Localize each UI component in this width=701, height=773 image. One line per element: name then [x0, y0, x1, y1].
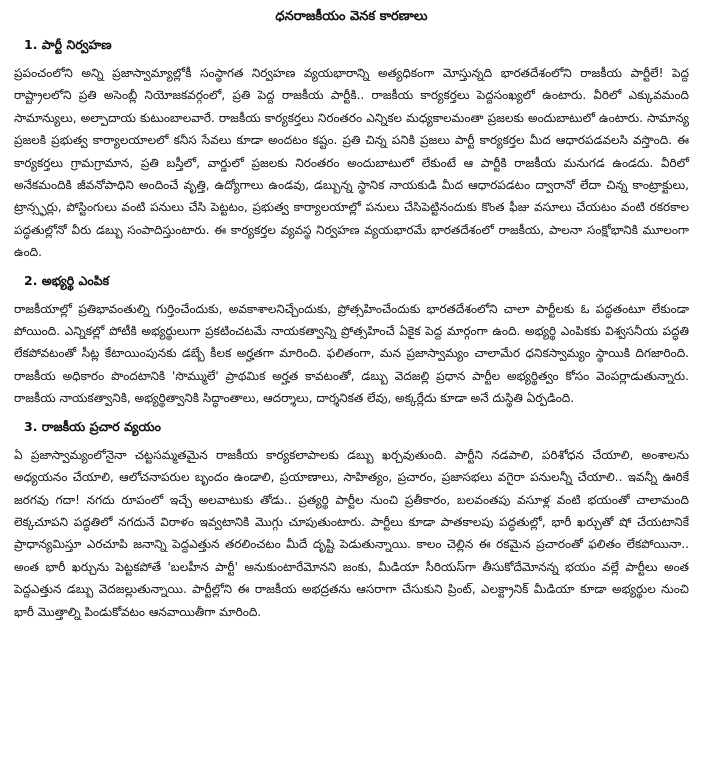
section-body-campaign-expense: ఏ ప్రజాస్వామ్యంలోనైనా చట్టసమ్మతమైన రాజకీయ కార్యకలాపాలకు డబ్బు ఖర్చవుతుంది. పార్టీని నడపాలి, పరిశోధన చేయాలి, అంశాలను అధ్యయనం చేయాలి, ఆలోచనాపరుల బృందం ఉండాలి, ప్రయాణాలు, సాహిత్యం, ప్రచారం, ప్రజాసభలు వగైరా పనులన్నీ చేయాలి.. ఇవన్నీ ఊరికే జరగవు గదా! నగదు రూపంలో ఇచ్చే అలవాటుకు తోడు.. ప్రత్యర్థి పార్టీల నుంచి ప్రతీకారం, బలవంతపు వసూళ్ల వంటి భయంతో చాలామంది లెక్కచూపని పద్ధతిలో నగదునే విరాళం ఇవ్వటానికి మొగ్గు చూపుతుంటారు. పార్టీలు కూడా పాతకాలపు పద్ధతుల్లో, భారీ ఖర్చుతో షో చేయటానికే ప్రాధాన్యమిస్తూ ఎరచూపి జనాన్ని పెద్దఎత్తున తరలించటం మీదే దృష్టి పెడుతున్నాయి. కాలం చెల్లిన ఈ రకమైన ప్రచారంతో ఫలితం లేకపోయినా.. అంత భారీ ఖర్చును పెట్టకపోతే 'బలహీన పార్టీ' అనుకుంటారేమోనని జంకు, మీడియా సీరియస్‌గా తీసుకోదేమోనన్న భయం వల్లే పార్టీలు అంత పెద్దఎత్తున డబ్బు వెదజల్లుతున్నాయి. పార్టీల్లోని ఈ రాజకీయ అభద్రతను ఆసరాగా చేసుకుని ప్రింట్, ఎలక్ట్రానిక్ మీడియా కూడా అభ్యర్థుల నుంచి భారీ మొత్తాల్ని పిండుకోవటం ఆనవాయితీగా మారింది. [14, 447, 689, 619]
section-body-candidate-selection: రాజకీయాల్లో ప్రతిభావంతుల్ని గుర్తించేందుకు, అవకాశాలనిచ్చేందుకు, ప్రోత్సహించేందుకు భారతదేశంలోని చాలా పార్టీలకు ఓ పద్ధతంటూ లేకుండా పోయింది. ఎన్నికల్లో పోటీకి అభ్యర్థులుగా ప్రకటించటమే నాయకత్వాన్ని ప్రోత్సహించే ఏకైక పెద్ద మార్గంగా ఉంది. అభ్యర్థి ఎంపికకు విశ్వసనీయ పద్ధతి లేకపోవటంతో సీట్ల కేటాయింపునకు డబ్బే కీలక అర్హతగా మారింది. ఫలితంగా, మన ప్రజాస్వామ్యం చాలామేర ధనికస్వామ్యం స్థాయికి దిగజారింది. రాజకీయ అధికారం పొందటానికి 'సొమ్ములే' ప్రాథమిక అర్హత కావటంతో, డబ్బు వెదజల్లి ప్రధాన పార్టీల అభ్యర్థిత్వం కోసం వెంపర్లాడుతున్నారు. రాజకీయ నాయకత్వానికి, అభ్యర్థిత్వానికి సిద్ధాంతాలు, ఆదర్శాలు, దార్శనికత లేవు, అక్కర్లేదు కూడా అనే దుస్థితి ఏర్పడింది. [14, 301, 689, 406]
section-heading-candidate-selection: 2. అభ్యర్థి ఎంపిక [24, 272, 110, 288]
section-body-party-management: ప్రపంచంలోని అన్ని ప్రజాస్వామ్యాల్లోకీ సంస్థాగత నిర్వహణ వ్యయభారాన్ని అత్యధికంగా మోస్తున్నది భారతదేశంలోని రాజకీయ పార్టీలే! పెద్ద రాష్ట్రాలలోని ప్రతి అసెంబ్లీ నియోజకవర్గంలో, ప్రతి పెద్ద రాజకీయ పార్టీకి.. రాజకీయ కార్యకర్తలు పెద్దసంఖ్యలో ఉంటారు. వీరిలో ఎక్కువమంది సామాన్యులు, అల్పాదాయ కుటుంబాలవారే. రాజకీయ కార్యకర్తలు నిరంతరం ఎన్నికల మధ్యకాలమంతా ప్రజలకు అందుబాటులో ఉంటారు. సామాన్య ప్రజలకి ప్రభుత్వ కార్యాలయాలలో కనీస సేవలు కూడా అందటం కష్టం. ప్రతి చిన్న పనికి ప్రజలు పార్టీ కార్యకర్తల మీద ఆధారపడవలసి వస్తొంది. ఈ కార్యకర్తలు గ్రామగ్రామాన, ప్రతి బస్తీలో, వార్డులో ప్రజలకు నిరంతరం అందుబాటులో లేకుంటే ఆ పార్టీకి రాజకీయ మనుగడ ఉండదు. వీరిలో అనేకమందికి జీవనోపాధిని అందించే వృత్తి, ఉద్యోగాలు ఉండవు, డబ్బున్న స్థానిక నాయకుడి మీద ఆధారపడటం ద్వారానో లేదా చిన్న కాంట్రాక్టులు, ట్రాన్స్ఫర్లు, పోస్టింగులు వంటి పనులు చేసి పెట్టటం, ప్రభుత్వ కార్యాలయాల్లో పనులు చేసిపెట్టినందుకు కొంత ఫీజు వసూలు చేయటం వంటి రకరకాల పద్ధతుల్లోనో వీరు డబ్బు సంపాదిస్తుంటారు. ఈ కార్యకర్తల వ్యవస్థ నిర్వహణ వ్యయభారమే భారతదేశంలో రాజకీయ, పాలనా సంక్షోభానికి మూలంగా ఉంది. [14, 66, 689, 260]
section-heading-party-management: 1. పార్టీ నిర్వహణ [24, 37, 112, 52]
document-title: ధనరాజకీయం వెనక కారణాలు [275, 9, 428, 24]
section-heading-campaign-expense: 3. రాజకీయ ప్రచార వ్యయం [24, 418, 161, 434]
